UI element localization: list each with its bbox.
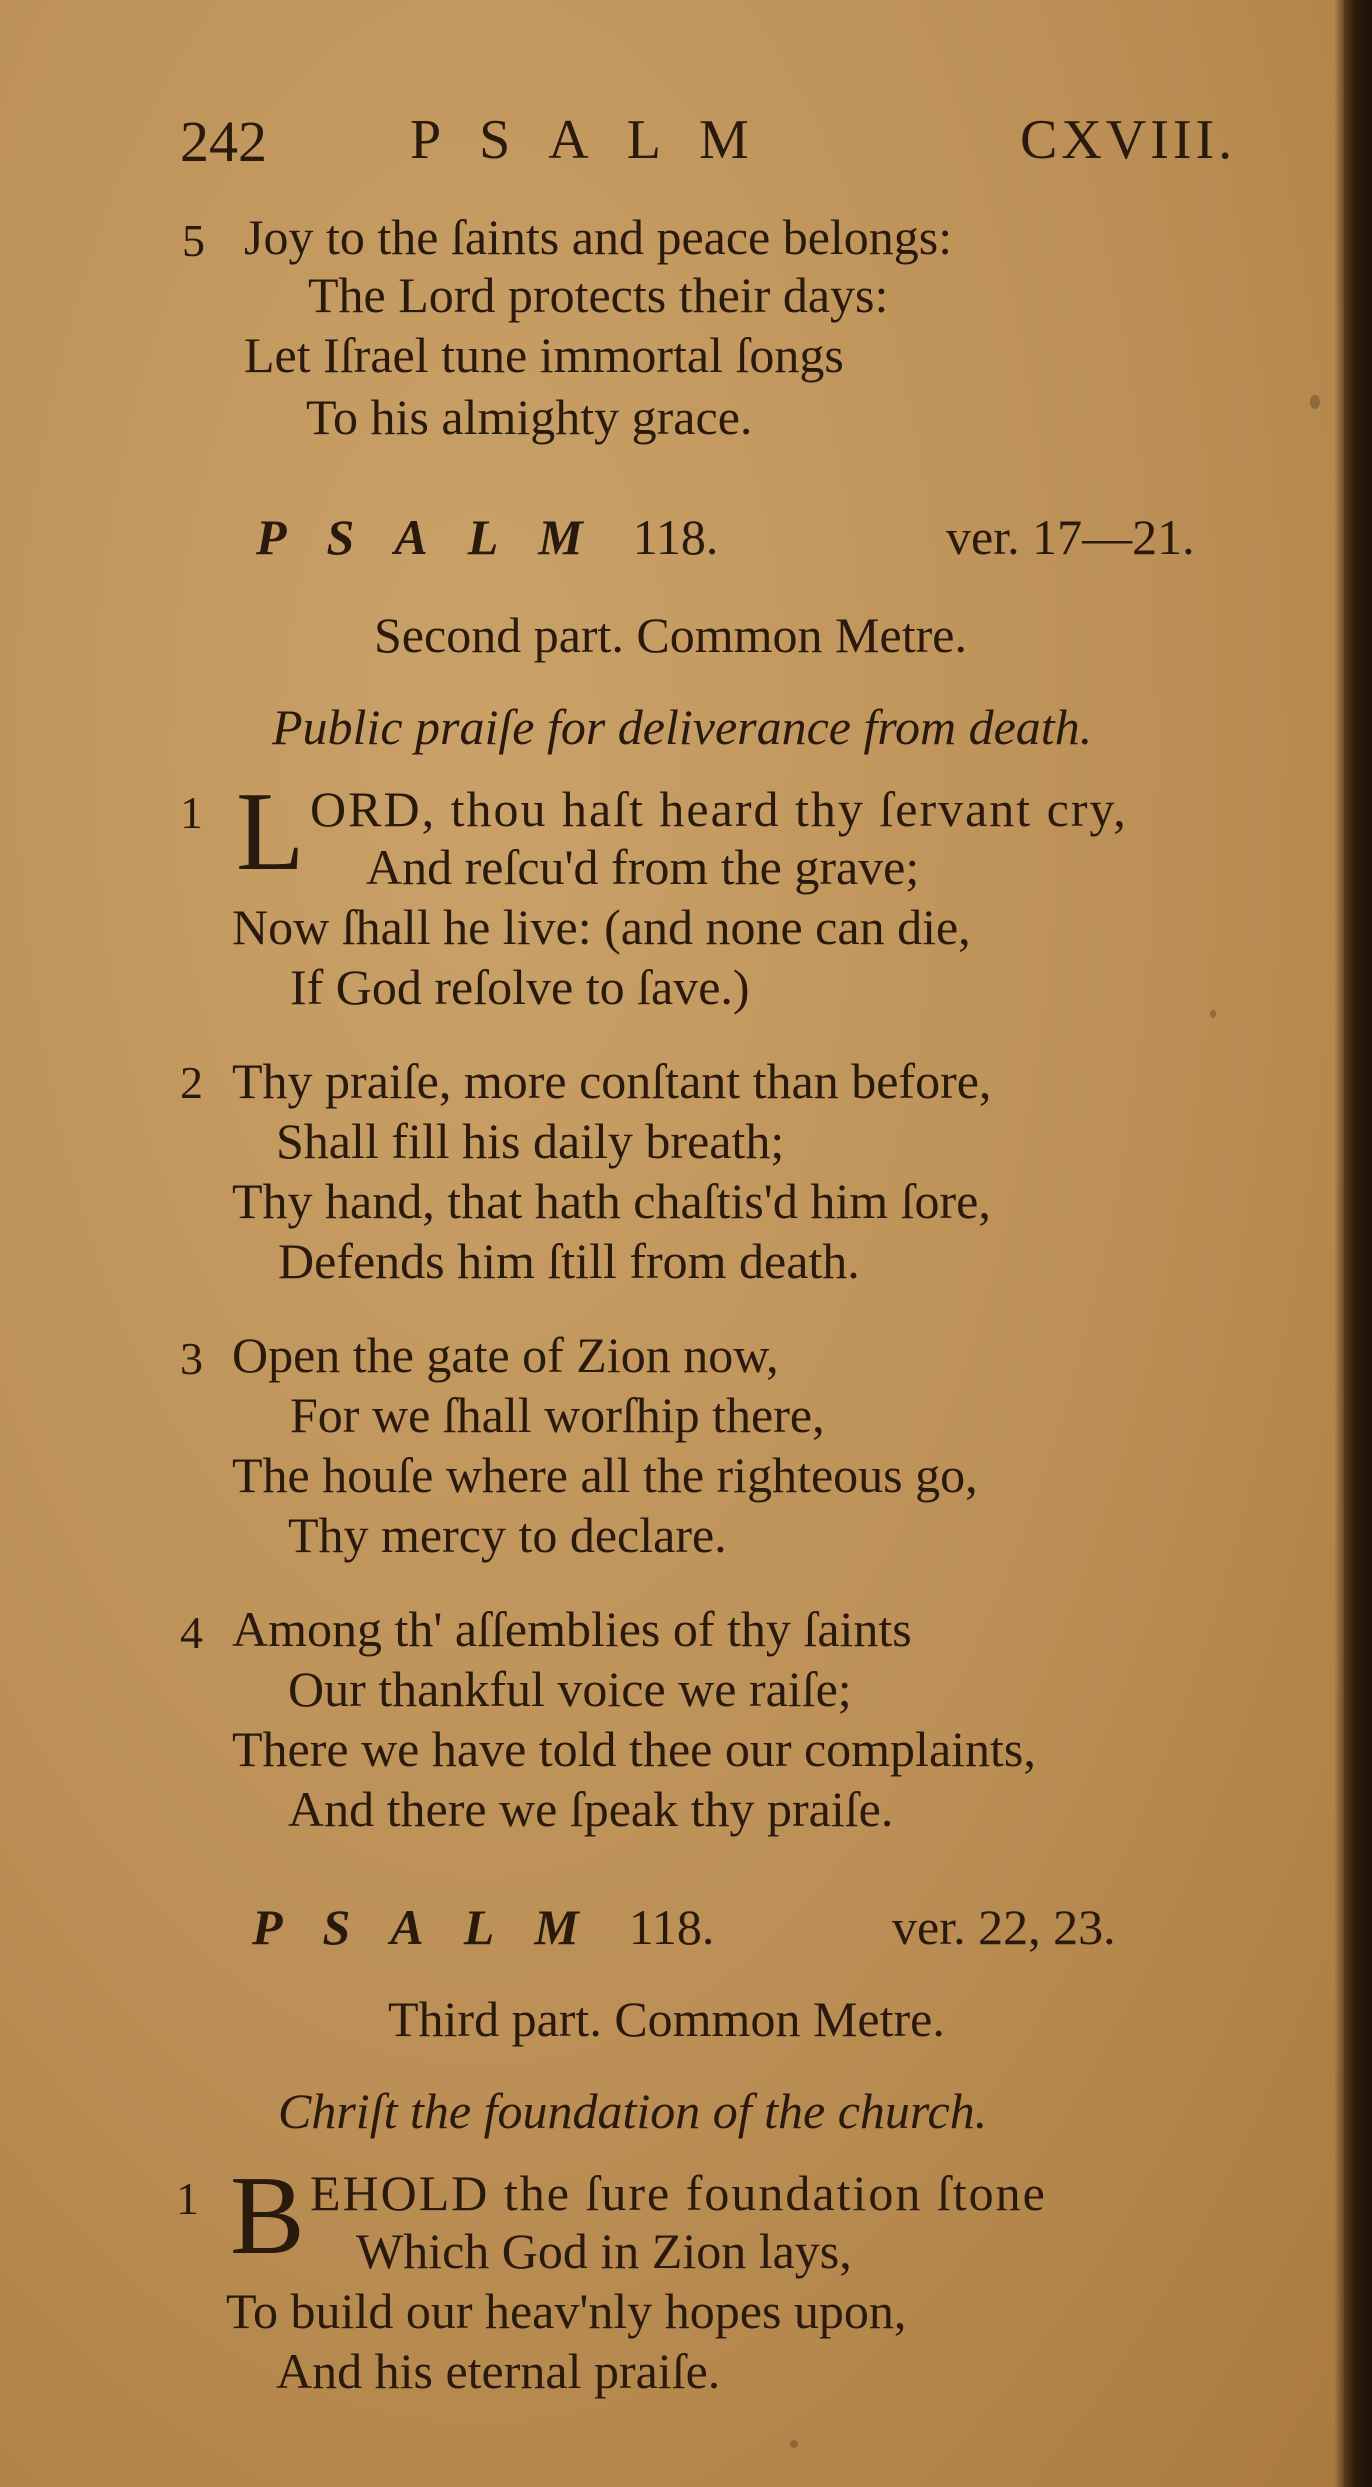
verse-range: ver. 22, 23.: [892, 1899, 1116, 1955]
drop-cap: L: [236, 770, 305, 894]
foxing-spot: [1210, 1010, 1216, 1018]
verse-line: And his eternal praiſe.: [276, 2343, 721, 2399]
verse-line: Our thankful voice we raiſe;: [288, 1661, 852, 1717]
verse-line: There we have told thee our complaints,: [232, 1721, 1036, 1777]
verse-line: If God reſolve to ſave.): [290, 959, 750, 1015]
stanza-number: 1: [176, 2173, 199, 2224]
verse-line: For we ſhall worſhip there,: [290, 1387, 825, 1443]
foxing-spot: [790, 2440, 798, 2448]
running-title: PSALM: [410, 109, 787, 171]
verse-line: And reſcu'd from the grave;: [366, 839, 920, 895]
verse-line: Which God in Zion lays,: [356, 2223, 852, 2279]
psalm-number: 118.: [628, 1899, 715, 1955]
psalm-number: 118.: [632, 509, 719, 565]
stanza-number: 5: [182, 215, 205, 266]
foxing-spot: [1310, 395, 1320, 409]
stanza-number: 3: [180, 1333, 203, 1384]
psalm-heading: [252, 1899, 1302, 1955]
verse-line: Thy mercy to declare.: [288, 1507, 727, 1563]
verse-line: ORD, thou haſt heard thy ſervant cry,: [310, 781, 1128, 837]
verse-line: Thy praiſe, more conſtant than before,: [232, 1053, 992, 1109]
verse-line: And there we ſpeak thy praiſe.: [288, 1781, 894, 1837]
verse-line: Thy hand, that hath chaſtis'd him ſore,: [232, 1173, 991, 1229]
verse-line: Now ſhall he live: (and none can die,: [232, 899, 971, 955]
verse-line: To build our heav'nly hopes upon,: [226, 2283, 907, 2339]
psalm-theme: Public praiſe for deliverance from death.: [272, 699, 1093, 755]
page-number: 242: [180, 109, 267, 174]
stanza-number: 1: [180, 787, 203, 838]
psalm-theme: Chriſt the foundation of the church.: [278, 2083, 988, 2139]
verse-line: Open the gate of Zion now,: [232, 1327, 779, 1383]
verse-line: To his almighty grace.: [306, 389, 753, 445]
psalm-heading: [256, 509, 1296, 565]
stanza-number: 2: [180, 1057, 203, 1108]
verse-line: Joy to the ſaints and peace belongs:: [244, 209, 953, 265]
verse-range: ver. 17—21.: [946, 509, 1195, 565]
part-subtitle: Third part. Common Metre.: [388, 1991, 945, 2047]
verse-line: The houſe where all the righteous go,: [232, 1447, 978, 1503]
verse-line: EHOLD the ſure foundation ſtone: [310, 2165, 1047, 2221]
verse-line: Shall fill his daily breath;: [276, 1113, 785, 1169]
psalm-word: PSALM: [252, 1899, 619, 1955]
verse-line: Defends him ſtill from death.: [278, 1233, 860, 1289]
drop-cap: B: [230, 2154, 305, 2278]
psalm-word: PSALM: [256, 509, 623, 565]
verse-line: The Lord protects their days:: [308, 267, 889, 323]
running-header: [180, 108, 1260, 178]
verse-line: Among th' aſſemblies of thy ſaints: [232, 1601, 912, 1657]
verse-line: Let Iſrael tune immortal ſongs: [244, 327, 844, 383]
page-edge: [1344, 0, 1372, 2487]
part-subtitle: Second part. Common Metre.: [374, 607, 967, 663]
running-psalm-number: CXVIII.: [1020, 109, 1237, 171]
stanza-number: 4: [180, 1607, 203, 1658]
